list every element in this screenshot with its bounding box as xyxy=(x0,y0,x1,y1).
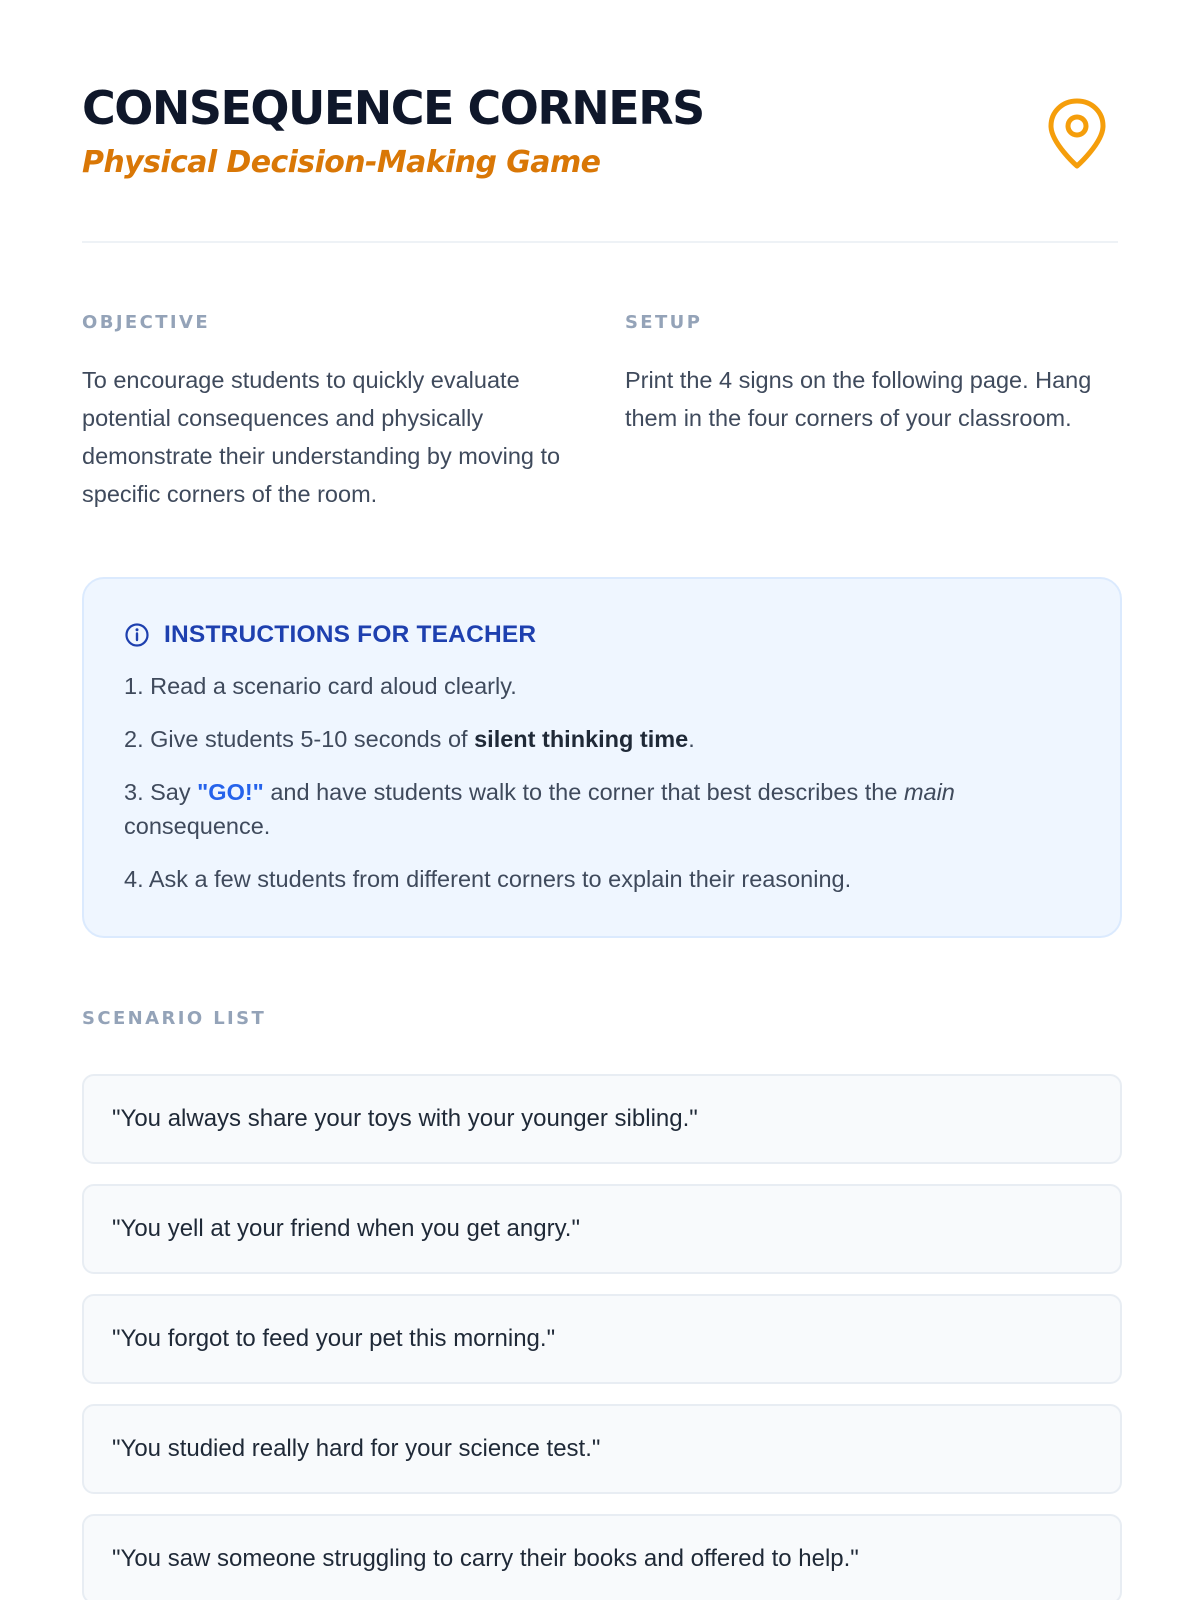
page-subtitle: Physical Decision-Making Game xyxy=(82,145,601,180)
instruction-text: 3. Say xyxy=(124,779,198,805)
scenario-card: "You yell at your friend when you get angry." xyxy=(82,1184,1122,1274)
info-icon xyxy=(124,622,150,648)
setup-section xyxy=(625,311,1122,513)
scenario-card: "You forgot to feed your pet this morning." xyxy=(82,1294,1122,1384)
instructions-title: INSTRUCTIONS FOR TEACHER xyxy=(164,621,537,648)
scenario-card: "You studied really hard for your science test." xyxy=(82,1404,1122,1494)
objective-section xyxy=(82,311,599,513)
scenario-list-label: SCENARIO LIST xyxy=(82,1008,267,1029)
instruction-item-4: 4. Ask a few students from different corners to explain their reasoning. xyxy=(124,866,852,892)
instruction-emphasis: silent thinking time xyxy=(474,726,689,752)
objective-text: To encourage students to quickly evaluate potential consequences and physically demonstrate their understanding by moving to specific corners of the room. xyxy=(82,367,561,507)
instruction-text: and have students walk to the corner that best describes the xyxy=(263,779,904,805)
instruction-item-1: 1. Read a scenario card aloud clearly. xyxy=(124,673,517,699)
instruction-text: . xyxy=(688,726,695,752)
instruction-item-3 xyxy=(124,775,1080,843)
instruction-text: consequence. xyxy=(124,813,271,839)
instructions-list xyxy=(124,669,1080,896)
go-callout: "GO!" xyxy=(197,779,264,805)
page-title: CONSEQUENCE CORNERS xyxy=(82,81,704,135)
instruction-text: 2. Give students 5-10 seconds of xyxy=(124,726,475,752)
header xyxy=(82,0,1118,243)
instruction-italic: main xyxy=(903,779,955,805)
instruction-item-2 xyxy=(124,722,1080,756)
scenario-list xyxy=(82,1074,1122,1600)
map-pin-icon xyxy=(1046,97,1108,171)
scenario-card: "You always share your toys with your younger sibling." xyxy=(82,1074,1122,1164)
objective-label: OBJECTIVE xyxy=(82,312,211,333)
instructions-heading xyxy=(124,619,1080,651)
teacher-instructions-box xyxy=(82,577,1122,938)
setup-text: Print the 4 signs on the following page. Hang them in the four corners of your classroom. xyxy=(624,367,1092,431)
setup-label: SETUP xyxy=(624,312,703,333)
intro-columns xyxy=(82,311,1122,513)
scenario-card: "You saw someone struggling to carry their books and offered to help." xyxy=(82,1514,1122,1600)
